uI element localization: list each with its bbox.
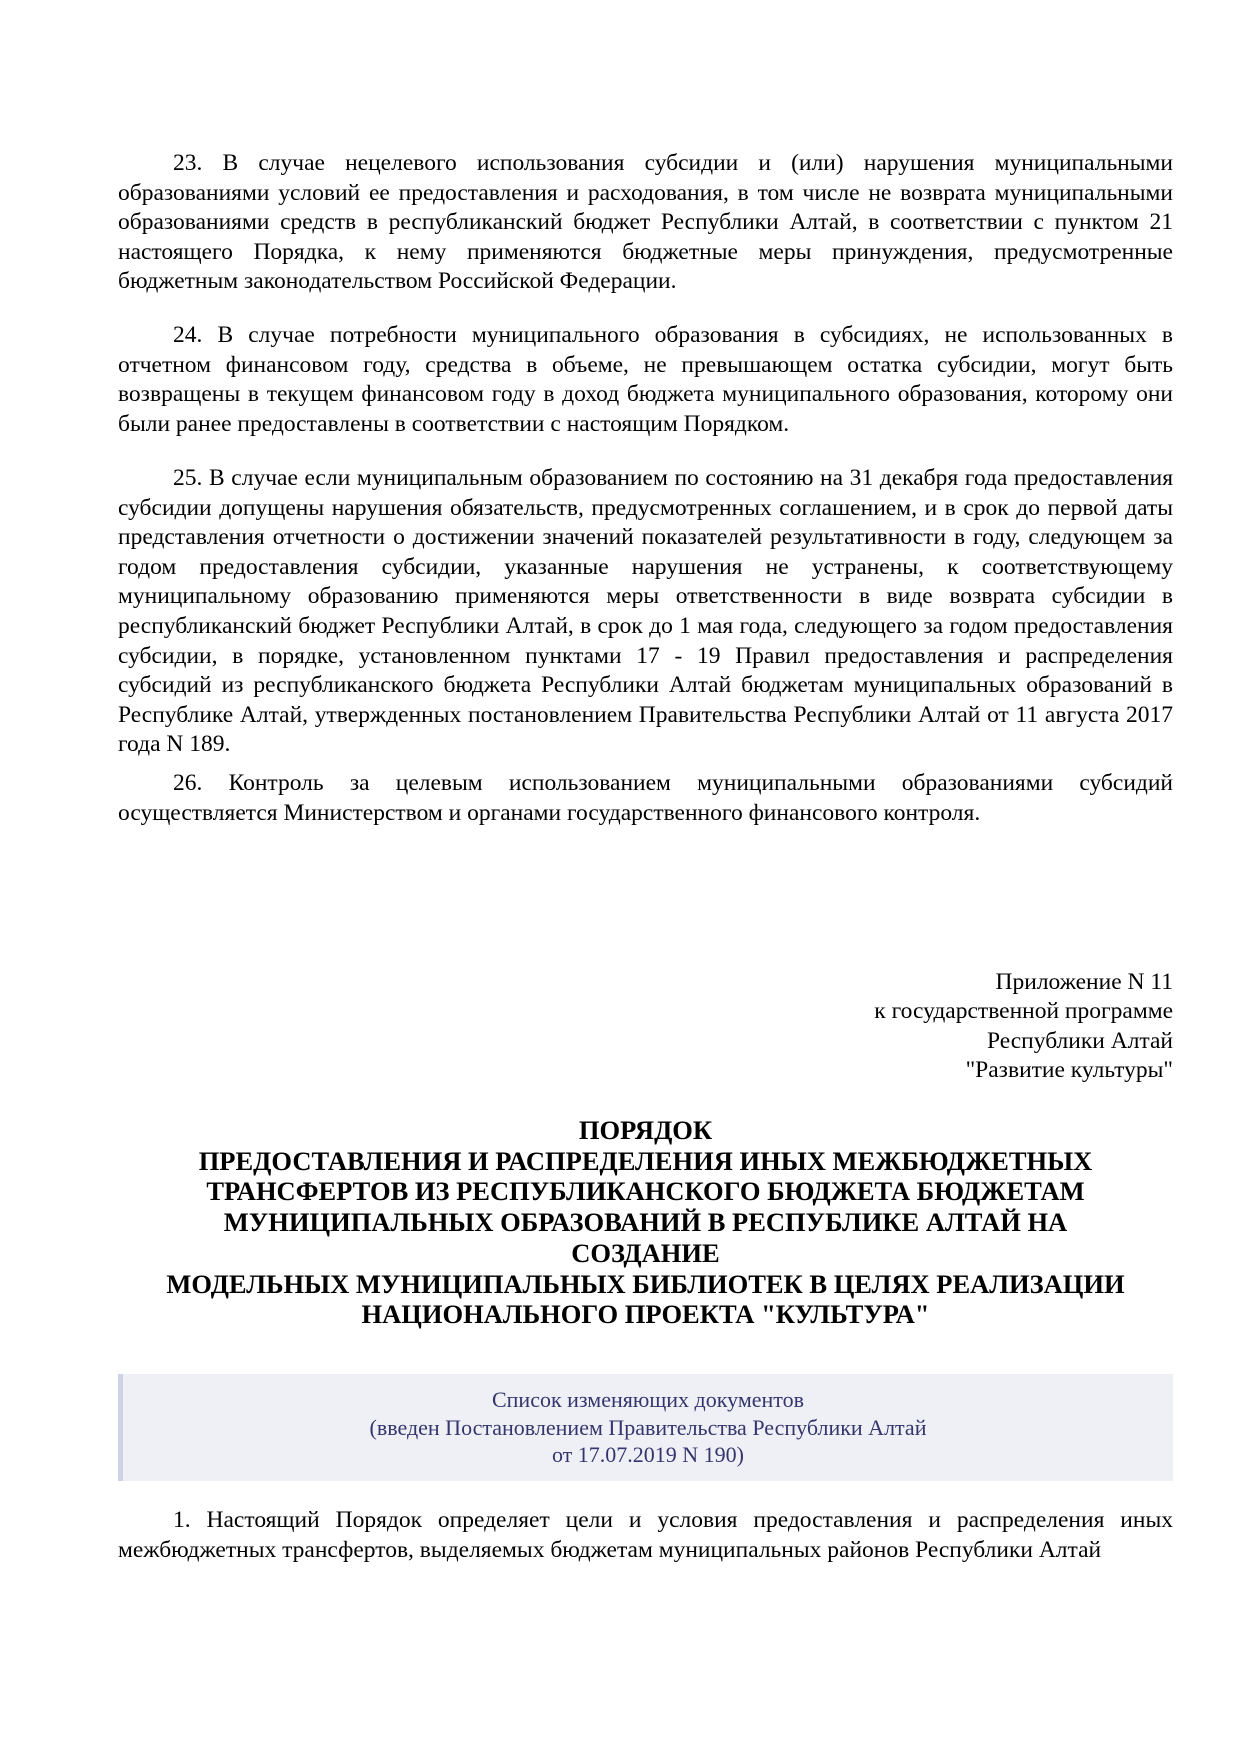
appendix-program-line: к государственной программе	[874, 998, 1173, 1025]
title-line-1: ПОРЯДОК	[578, 1115, 713, 1145]
paragraph-26: 26. Контроль за целевым использованием муниципальными образованиями субсидий осуществляется Министерством и органами государственного финансового контроля.	[118, 770, 1173, 826]
appendix-region-line: Республики Алтай	[986, 1027, 1173, 1054]
title-line-4: МУНИЦИПАЛЬНЫХ ОБРАЗОВАНИЙ В РЕСПУБЛИКЕ АЛТАЙ НА	[223, 1207, 1068, 1238]
paragraph-1: 1. Настоящий Порядок определяет цели и условия предоставления и распределения иных межбюджетных трансфертов, выделяемых бюджетам муниципальных районов Республики Алтай	[118, 1507, 1173, 1563]
appendix-number: Приложение N 11	[995, 969, 1173, 995]
paragraph-23: 23. В случае нецелевого использования субсидии и (или) нарушения муниципальными образованиями условий ее предоставления и расходования, в том числе не возврата муниципальными образованиями средств в республиканский бюджет Республики Алтай, в соответствии с пунктом 21 настоящего Порядка, к нему применяются бюджетные меры принуждения, предусмотренные бюджетным законодательством Российской Федерации.	[118, 150, 1173, 295]
paragraph-25: 25. В случае если муниципальным образованием по состоянию на 31 декабря года предоставления субсидии допущены нарушения обязательств, предусмотренных соглашением, и в срок до первой даты представления отчетности о достижении значений показателей результативности в году, следующем за годом предоставления субсидии, указанные нарушения не устранены, к соответствующему муниципальному образованию применяются меры ответственности в виде возврата субсидии в республиканский бюджет Республики Алтай, в срок до 1 мая года, следующего за годом предоставления субсидии, в порядке, установленном пунктами 17 - 19 Правил предоставления и распределения субсидий из республиканского бюджета Республики Алтай бюджетам муниципальных образований в Республике Алтай, утвержденных постановлением Правительства Республики Алтай от 11 августа 2017 года N 189.	[118, 465, 1173, 758]
amending-documents-line-3: от 17.07.2019 N 190)	[551, 1442, 745, 1467]
appendix-reference	[874, 968, 1173, 1085]
amending-documents-line-2: (введен Постановлением Правительства Республики Алтай	[369, 1414, 927, 1440]
amending-documents-heading: Список изменяющих документов	[491, 1387, 804, 1412]
title-line-6: МОДЕЛЬНЫХ МУНИЦИПАЛЬНЫХ БИБЛИОТЕК В ЦЕЛЯХ РЕАЛИЗАЦИИ	[166, 1268, 1125, 1299]
title-line-5: СОЗДАНИЕ	[571, 1237, 720, 1268]
paragraph-24: 24. В случае потребности муниципального образования в субсидиях, не использованных в отчетном финансовом году, средства в объеме, не превышающем остатка субсидии, могут быть возвращены в текущем финансовом году в доход бюджета муниципального образования, которому они были ранее предоставлены в соответствии с настоящим Порядком.	[118, 322, 1173, 437]
title-line-3: ТРАНСФЕРТОВ ИЗ РЕСПУБЛИКАНСКОГО БЮДЖЕТА БЮДЖЕТАМ	[206, 1176, 1085, 1207]
document-title	[118, 1115, 1173, 1330]
title-line-7: НАЦИОНАЛЬНОГО ПРОЕКТА "КУЛЬТУРА"	[361, 1299, 930, 1330]
appendix-program-name: "Развитие культуры"	[965, 1056, 1173, 1083]
amending-documents-box	[118, 1374, 1173, 1481]
title-line-2: ПРЕДОСТАВЛЕНИЯ И РАСПРЕДЕЛЕНИЯ ИНЫХ МЕЖБЮДЖЕТНЫХ	[198, 1145, 1093, 1176]
